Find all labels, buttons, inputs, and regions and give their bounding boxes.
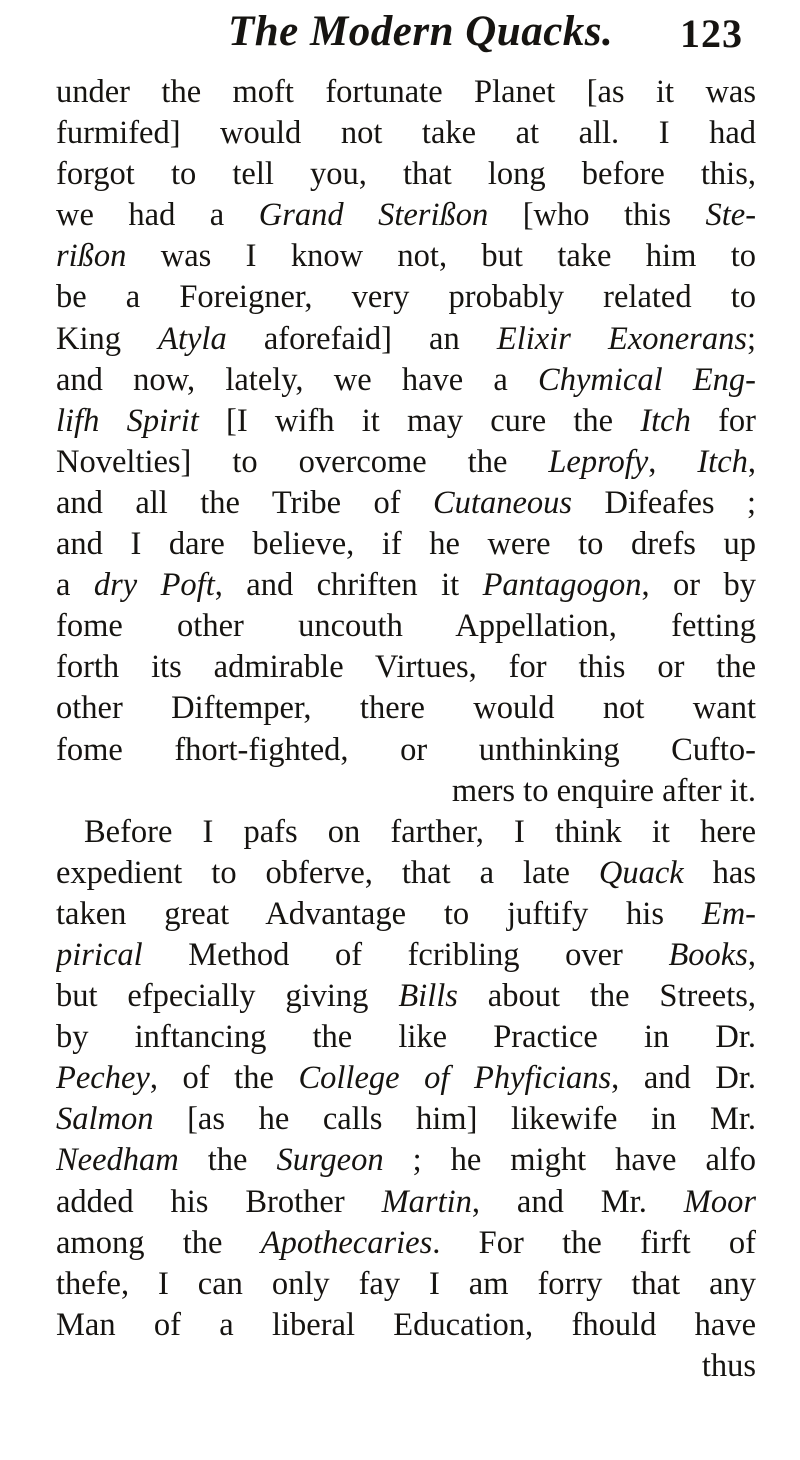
text-run: King	[56, 320, 159, 357]
text-run: by inftancing the like Practice in Dr.	[56, 1019, 756, 1056]
text-run: under the moft fortunate Planet [as it was	[56, 74, 756, 110]
text-run: and all the Tribe of	[56, 484, 433, 521]
text-run: , and Mr.	[471, 1183, 684, 1220]
text-run: expedient to obferve, that a late	[56, 854, 599, 891]
text-line	[56, 72, 756, 113]
text-line	[56, 154, 756, 195]
text-run: ,	[747, 936, 756, 973]
italic-text: Quack	[598, 854, 684, 891]
italic-text: Atyla	[158, 320, 227, 357]
text-run: [as he calls him] likewife in Mr.	[153, 1101, 756, 1138]
text-run: ; he might have alfo	[383, 1142, 756, 1179]
text-line	[56, 1182, 756, 1223]
text-line	[56, 1140, 756, 1181]
italic-text: Needham	[56, 1142, 179, 1179]
italic-text: Leprofy	[548, 443, 649, 480]
text-run: mers to enquire after it.	[451, 772, 756, 809]
text-line	[56, 195, 756, 236]
italic-text: Martin	[381, 1183, 472, 1220]
text-run: and now, lately, we have a	[56, 361, 539, 398]
text-run: Difeafes ;	[572, 484, 756, 521]
text-run: ,	[648, 443, 698, 480]
text-run: thus	[701, 1347, 756, 1384]
italic-text: Surgeon	[276, 1142, 384, 1179]
text-line	[56, 1346, 756, 1387]
text-run: fome fhort-fighted, or unthinking Cufto-	[56, 731, 756, 768]
text-line	[56, 894, 756, 935]
text-line	[56, 236, 756, 277]
text-run: about the Streets,	[457, 978, 756, 1015]
text-run: , and Dr.	[611, 1060, 756, 1097]
italic-text: Apothecaries	[260, 1224, 433, 1261]
text-run: among the	[56, 1224, 261, 1261]
text-line	[56, 565, 756, 606]
text-run: Novelties] to overcome the	[56, 443, 549, 480]
text-line	[56, 319, 756, 360]
text-line	[56, 647, 756, 688]
italic-text: Moor	[683, 1183, 756, 1220]
text-line	[56, 1017, 756, 1058]
text-line	[56, 1305, 756, 1346]
text-line	[56, 1058, 756, 1099]
text-run: , or by	[641, 567, 756, 604]
text-run: Man of a liberal Education, fhould have	[56, 1306, 756, 1343]
italic-text: College of Phyficians	[298, 1060, 612, 1097]
text-line	[56, 524, 756, 565]
text-run: be a Foreigner, very probably related to	[56, 279, 756, 316]
italic-text: pirical	[56, 936, 143, 973]
text-run: taken great Advantage to juftify his	[56, 895, 702, 932]
text-line	[56, 1223, 756, 1264]
text-run: furmifed] would not take at all. I had	[56, 115, 756, 152]
text-run: forgot to tell you, that long before this,	[56, 156, 756, 193]
text-line	[56, 483, 756, 524]
italic-text: Chymical Eng-	[538, 361, 756, 398]
page-number: 123	[680, 11, 743, 56]
text-run: fome other uncouth Appellation, fetting	[56, 608, 756, 645]
text-line	[56, 277, 756, 318]
italic-text: rißon	[56, 238, 127, 275]
text-run: aforefaid] an	[226, 320, 497, 357]
text-run: a	[56, 567, 94, 604]
text-run: has	[683, 854, 756, 891]
text-run: other Diftemper, there would not want	[56, 690, 756, 727]
text-run: , of the	[149, 1060, 299, 1097]
italic-text: Salmon	[56, 1101, 154, 1138]
text-line	[56, 853, 756, 894]
italic-text: Books	[668, 936, 748, 973]
italic-text: Bills	[398, 978, 458, 1015]
text-run: the	[178, 1142, 277, 1179]
italic-text: Em-	[701, 895, 756, 932]
text-line	[56, 442, 756, 483]
text-run: ,	[747, 443, 756, 480]
italic-text: Elixir Exonerans	[496, 320, 747, 357]
text-run: added his Brother	[56, 1183, 382, 1220]
text-line	[56, 771, 756, 812]
text-line	[56, 730, 756, 771]
text-run: forth its admirable Virtues, for this or the	[56, 649, 756, 686]
text-run: , and chriften it	[214, 567, 483, 604]
text-run: was I know not, but take him to	[126, 238, 756, 275]
italic-text: Itch	[640, 402, 691, 439]
text-run: but efpecially giving	[56, 978, 399, 1015]
text-line	[56, 1264, 756, 1305]
text-run: ;	[746, 320, 756, 357]
italic-text: Grand Sterißon	[258, 197, 489, 234]
running-head	[0, 4, 800, 64]
italic-text: Ste-	[705, 197, 756, 234]
italic-text: Pechey	[56, 1060, 150, 1097]
text-line	[56, 113, 756, 154]
text-line	[56, 606, 756, 647]
italic-text: Pantagogon	[482, 567, 642, 604]
text-run: we had a	[56, 197, 259, 234]
text-run: [I wifh it may cure the	[198, 402, 641, 439]
running-head-title: The Modern Quacks.	[228, 8, 614, 55]
text-run: Before I pafs on farther, I think it here	[84, 813, 756, 850]
text-run: and I dare believe, if he were to drefs up	[56, 526, 756, 563]
text-line	[56, 401, 756, 442]
text-run: Method of fcribling over	[142, 936, 669, 973]
italic-text: Cutaneous	[433, 484, 573, 521]
italic-text: dry Poft	[93, 567, 215, 604]
text-run: thefe, I can only fay I am forry that any	[56, 1265, 756, 1302]
italic-text: Itch	[697, 443, 748, 480]
text-line	[56, 976, 756, 1017]
text-line	[56, 1099, 756, 1140]
italic-text: lifh Spirit	[56, 402, 199, 439]
text-run: [who this	[488, 197, 706, 234]
text-run: . For the firft of	[432, 1224, 756, 1261]
body-text	[56, 72, 756, 1387]
text-line	[56, 935, 756, 976]
text-line	[56, 360, 756, 401]
text-line	[56, 812, 756, 853]
text-run: for	[690, 402, 756, 439]
text-line	[56, 688, 756, 729]
